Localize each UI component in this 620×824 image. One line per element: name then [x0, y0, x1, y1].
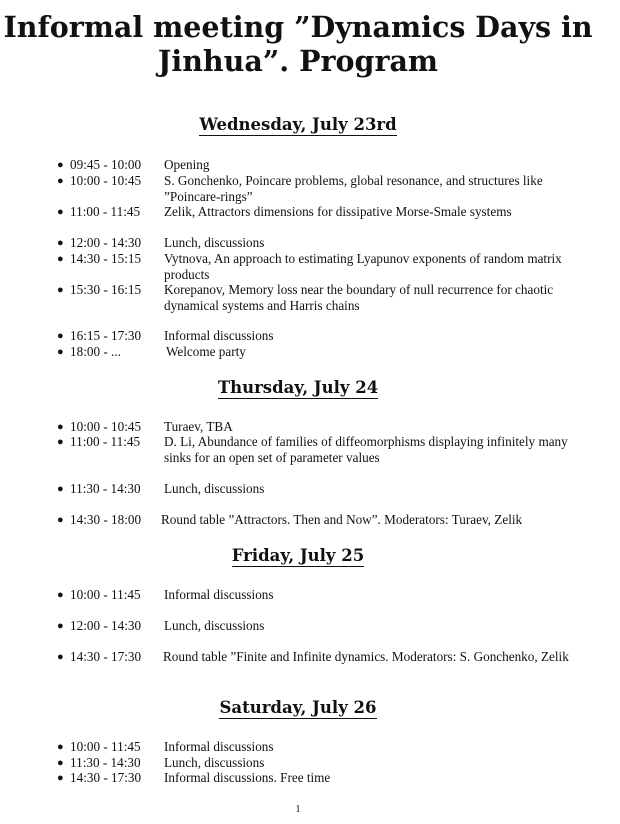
item-time: 10:00 - 11:45	[70, 587, 141, 602]
item-time: 14:30 - 17:30	[70, 770, 142, 785]
bullet-icon: ●	[57, 237, 64, 249]
bullet-icon: ●	[57, 483, 64, 495]
item-description: Turaev, TBA	[164, 419, 233, 434]
day-heading-saturday: Saturday, July 26	[219, 698, 377, 717]
bullet-icon: ●	[57, 589, 64, 601]
bullet-icon: ●	[57, 741, 64, 753]
item-time: 14:30 - 17:30	[70, 649, 142, 664]
day-heading-thursday: Thursday, July 24	[217, 378, 379, 397]
item-description: Welcome party	[166, 344, 246, 359]
item-time: 11:00 - 11:45	[70, 204, 141, 219]
item-description: Vytnova, An approach to estimating Lyapunov exponents of random matrix products	[164, 251, 562, 282]
bullet-icon: ●	[57, 514, 64, 526]
item-time: 11:30 - 14:30	[70, 481, 141, 496]
title-line-1: Informal meeting ”Dynamics Days in	[3, 10, 593, 44]
page-number: 1	[295, 804, 301, 815]
bullet-icon: ●	[57, 421, 64, 433]
item-time: 11:30 - 14:30	[70, 755, 141, 770]
item-description: Korepanov, Memory loss near the boundary of null recurrence for chaotic dynamical systems and Harris chains	[164, 282, 554, 313]
item-time: 09:45 - 10:00	[70, 157, 142, 172]
bullet-icon: ●	[57, 159, 64, 171]
item-description: Lunch, discussions	[164, 618, 265, 633]
item-time: 18:00 - ...	[70, 344, 121, 359]
item-time: 12:00 - 14:30	[70, 618, 142, 633]
item-time: 11:00 - 11:45	[70, 434, 141, 449]
item-description: D. Li, Abundance of families of diffeomorphisms displaying infinitely many sinks for an open set of parameter values	[164, 434, 568, 465]
item-description: Zelik, Attractors dimensions for dissipative Morse-Smale systems	[164, 204, 512, 219]
day-heading-friday: Friday, July 25	[231, 546, 365, 565]
bullet-icon: ●	[57, 253, 64, 265]
item-time: 10:00 - 10:45	[70, 173, 142, 188]
item-time: 16:15 - 17:30	[70, 328, 142, 343]
title-line-2: Jinhua”. Program	[157, 44, 439, 78]
bullet-icon: ●	[57, 346, 64, 358]
item-time: 15:30 - 16:15	[70, 282, 142, 297]
item-description: Lunch, discussions	[164, 235, 265, 250]
item-description: Informal discussions	[164, 328, 274, 343]
item-time: 14:30 - 18:00	[70, 512, 142, 527]
bullet-icon: ●	[57, 757, 64, 769]
bullet-icon: ●	[57, 436, 64, 448]
item-description: Round table ”Finite and Infinite dynamics. Moderators: S. Gonchenko, Zelik	[163, 649, 569, 664]
item-description: Informal discussions. Free time	[164, 770, 331, 785]
item-description: Informal discussions	[164, 739, 274, 754]
item-time: 12:00 - 14:30	[70, 235, 142, 250]
item-description: Lunch, discussions	[164, 481, 265, 496]
bullet-icon: ●	[57, 620, 64, 632]
item-description: Lunch, discussions	[164, 755, 265, 770]
item-description: S. Gonchenko, Poincare problems, global resonance, and structures like ”Poincare-rings”	[164, 173, 543, 204]
item-description: Round table ”Attractors. Then and Now”. Moderators: Turaev, Zelik	[161, 512, 523, 527]
bullet-icon: ●	[57, 651, 64, 663]
bullet-icon: ●	[57, 175, 64, 187]
bullet-icon: ●	[57, 772, 64, 784]
bullet-icon: ●	[57, 284, 64, 296]
item-time: 14:30 - 15:15	[70, 251, 142, 266]
item-time: 10:00 - 10:45	[70, 419, 142, 434]
item-description: Opening	[164, 157, 210, 172]
day-heading-wednesday: Wednesday, July 23rd	[199, 115, 397, 134]
document-title	[0, 10, 596, 78]
item-description: Informal discussions	[164, 587, 274, 602]
bullet-icon: ●	[57, 330, 64, 342]
item-time: 10:00 - 11:45	[70, 739, 141, 754]
bullet-icon: ●	[57, 206, 64, 218]
